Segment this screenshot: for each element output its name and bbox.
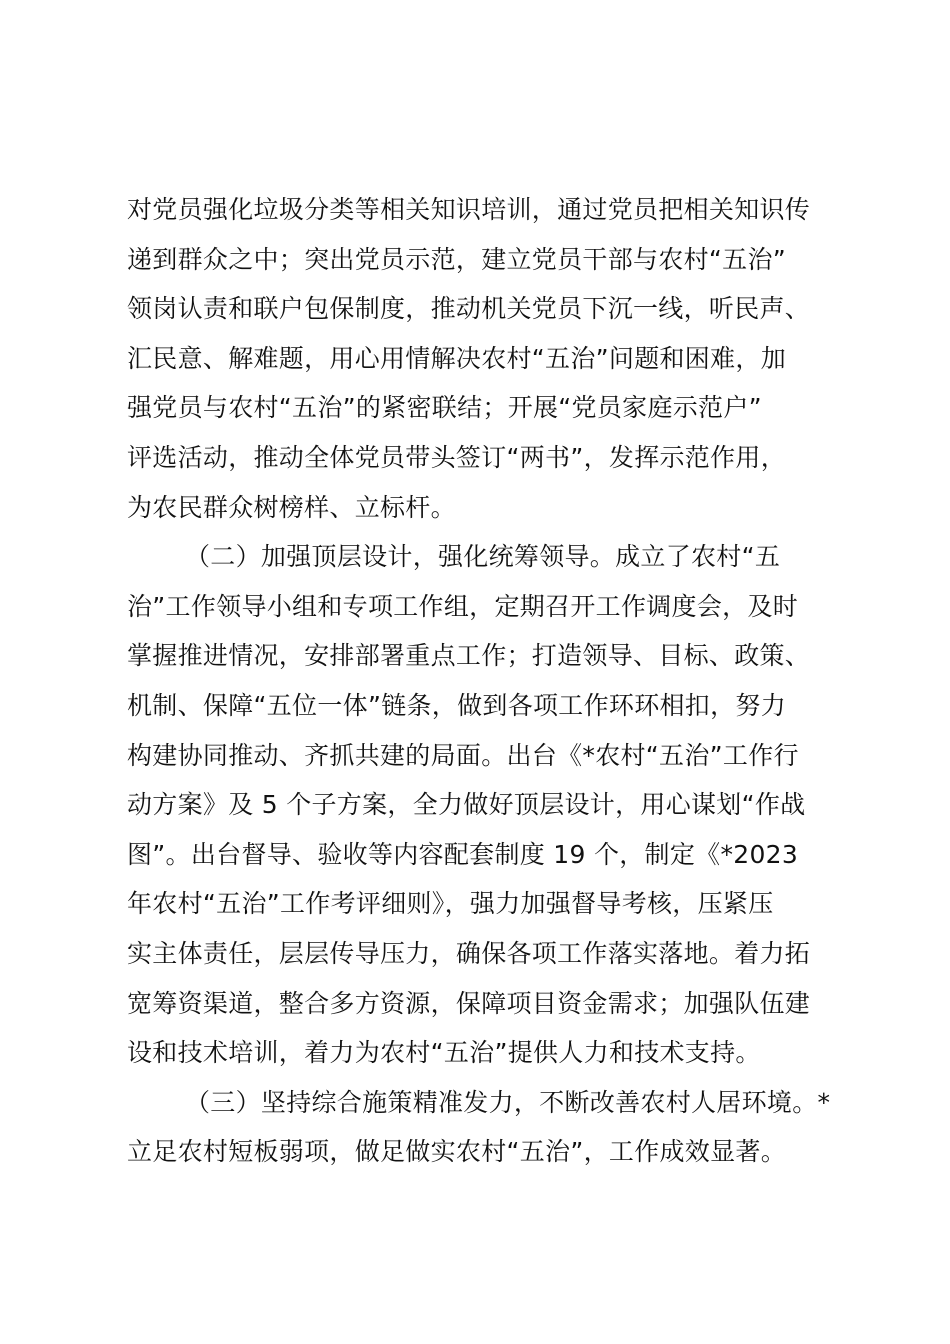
text-line: 为农民群众树榜样、立标杆。 (127, 492, 456, 522)
text-line: 领岗认责和联户包保制度，推动机关党员下沉一线，听民声、 (127, 294, 811, 324)
text-line: 对党员强化垃圾分类等相关知识培训，通过党员把相关知识传 (127, 195, 811, 224)
text-line: 实主体责任，层层传导压力，确保各项工作落实落地。着力拓 (127, 938, 811, 968)
text-line: 构建协同推动、齐抓共建的局面。出台《*农村“五治”工作行 (127, 740, 799, 770)
text-line: 强党员与农村“五治”的紧密联结；开展“党员家庭示范户” (127, 393, 762, 423)
text-line: 图”。出台督导、验收等内容配套制度 19 个，制定《*2023 (127, 839, 799, 869)
text-line: 宽筹资渠道，整合多方资源，保障项目资金需求；加强队伍建 (127, 988, 811, 1018)
text-line: 汇民意、解难题，用心用情解决农村“五治”问题和困难，加 (127, 343, 787, 373)
document-body (127, 185, 837, 1177)
text-line: 评选活动，推动全体党员带头签订“两书”，发挥示范作用， (127, 442, 787, 472)
text-line: 年农村“五治”工作考评细则》，强力加强督导考核，压紧压 (127, 889, 774, 919)
text-line: 掌握推进情况，安排部署重点工作；打造领导、目标、政策、 (127, 641, 811, 671)
section-heading-line: （二）加强顶层设计，强化统筹领导。成立了农村“五 (185, 542, 781, 572)
text-line: 递到群众之中；突出党员示范，建立党员干部与农村“五治” (127, 244, 787, 274)
section-heading-line: （三）坚持综合施策精准发力，不断改善农村人居环境。* (185, 1087, 831, 1117)
text-line: 治”工作领导小组和专项工作组，定期召开工作调度会，及时 (127, 591, 799, 621)
text-line: 立足农村短板弱项，做足做实农村“五治”，工作成效显著。 (127, 1137, 787, 1167)
text-line: 设和技术培训，着力为农村“五治”提供人力和技术支持。 (127, 1038, 761, 1068)
text-line: 动方案》及 5 个子方案，全力做好顶层设计，用心谋划“作战 (127, 790, 806, 820)
text-line: 机制、保障“五位一体”链条，做到各项工作环环相扣，努力 (127, 690, 787, 720)
